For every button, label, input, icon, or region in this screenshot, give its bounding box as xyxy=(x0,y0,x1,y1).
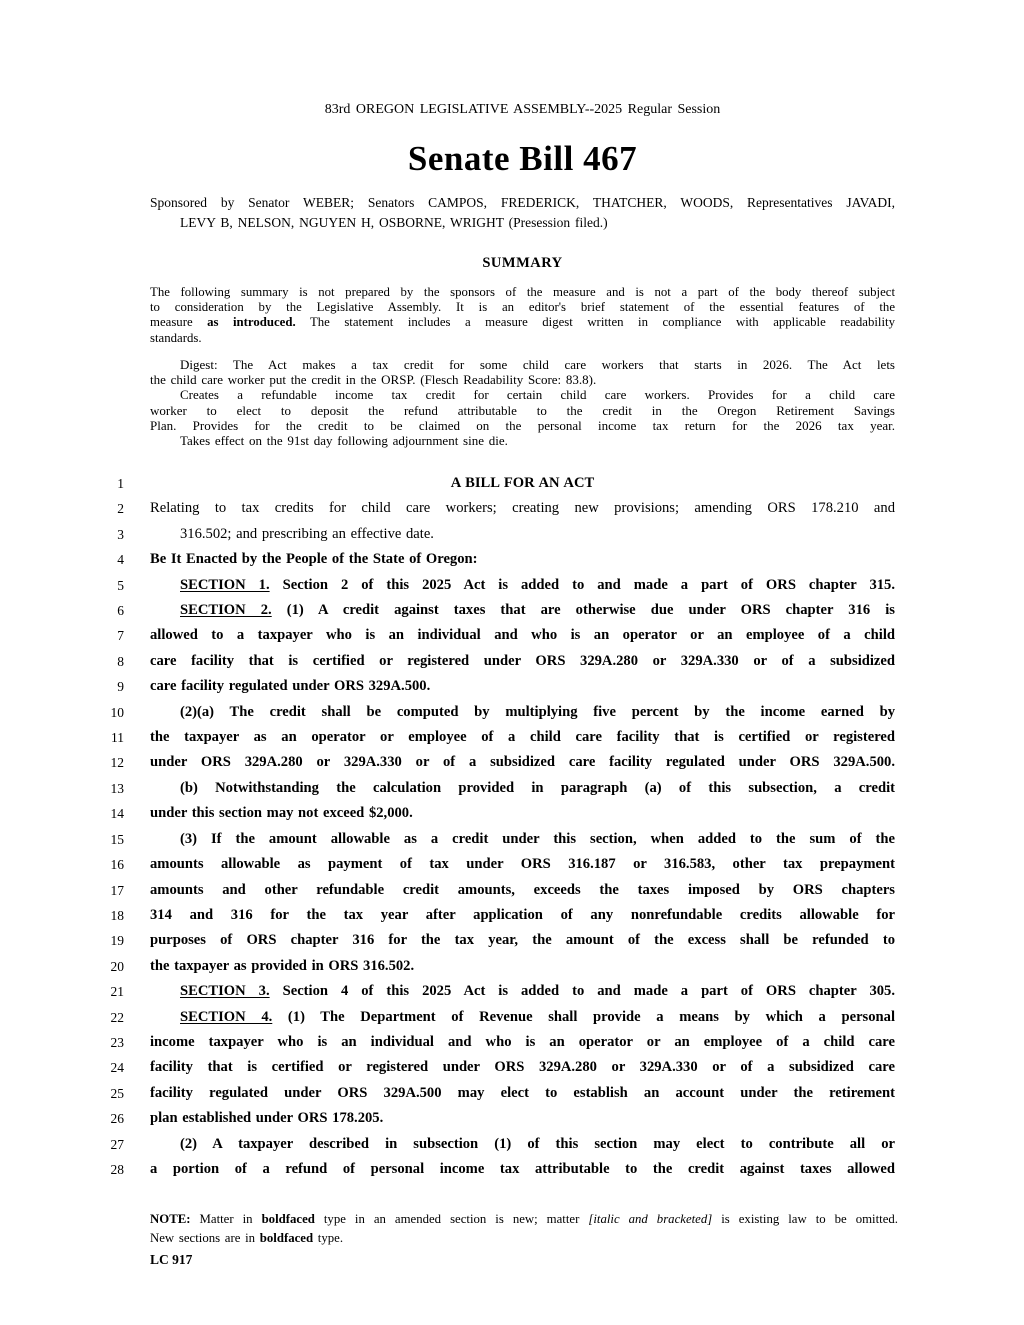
text-segment: type. xyxy=(313,1230,344,1245)
text-segment: the taxpayer as an operator or employee of a child care facility that is certified or registered xyxy=(150,729,895,746)
text-segment: Section 4 of this 2025 Act is added to and made a part of ORS chapter 305. xyxy=(269,983,895,1000)
bill-line xyxy=(0,928,1024,953)
text-segment: facility that is certified or registered under ORS 329A.280 or 329A.330 or of a subsidized care xyxy=(150,1059,895,1076)
text-segment: Relating to tax credits for child care workers; creating new provisions; amending ORS 178.210 and xyxy=(150,500,895,517)
bill-line xyxy=(0,801,1024,826)
summary-paragraph xyxy=(150,285,895,346)
text-segment: Plan. Provides for the credit to be claimed on the personal income tax return for the 2026 tax year. xyxy=(150,417,895,433)
line-text xyxy=(150,1030,895,1055)
note-line xyxy=(150,1210,898,1229)
line-number: 8 xyxy=(117,653,124,669)
line-number: 25 xyxy=(110,1085,124,1101)
line-number: 10 xyxy=(110,704,124,720)
line-text xyxy=(150,1055,895,1080)
text-segment: worker to elect to deposit the refund attributable to the credit in the Oregon Retirement Savings xyxy=(150,402,895,418)
line-number: 20 xyxy=(110,958,124,974)
digest-line xyxy=(150,372,895,387)
line-text xyxy=(150,776,895,801)
line-number: 13 xyxy=(110,780,124,796)
text-segment: The statement includes a measure digest written in compliance with applicable readability xyxy=(295,315,895,330)
bill-line xyxy=(0,878,1024,903)
summary-line xyxy=(150,331,895,346)
line-text xyxy=(150,649,895,674)
section-label: SECTION 1. xyxy=(180,576,270,593)
summary-heading: SUMMARY xyxy=(482,255,563,271)
text-segment: (2)(a) The credit shall be computed by multiplying five percent by the income earned by xyxy=(180,703,895,720)
text-segment: type in an amended section is new; matter xyxy=(314,1212,589,1226)
bill-line xyxy=(0,623,1024,648)
text-segment: Sponsored by Senator WEBER; Senators CAMPOS, FREDERICK, THATCHER, WOODS, Representatives JAVADI, xyxy=(150,195,895,210)
text-segment: care facility that is certified or registered under ORS 329A.280 or 329A.330 or of a subsidized xyxy=(150,652,895,669)
bill-body xyxy=(0,471,1024,1182)
line-number: 7 xyxy=(117,628,124,644)
bill-line xyxy=(0,979,1024,1004)
line-text xyxy=(150,954,895,979)
line-text xyxy=(150,623,895,648)
line-number: 24 xyxy=(110,1060,124,1076)
line-text xyxy=(150,1005,895,1030)
digest-line xyxy=(150,418,895,433)
line-text xyxy=(150,827,895,852)
text-segment: (1) The Department of Revenue shall provide a means by which a personal xyxy=(272,1008,895,1025)
text-segment: purposes of ORS chapter 316 for the tax year, the amount of the excess shall be refunded to xyxy=(150,932,895,949)
text-segment: Digest: The Act makes a tax credit for some child care workers that starts in 2026. The Act lets xyxy=(180,357,895,372)
note-line xyxy=(150,1229,898,1248)
line-text xyxy=(150,471,895,496)
line-number: 19 xyxy=(110,933,124,949)
digest-paragraph xyxy=(150,357,895,448)
bill-line xyxy=(0,1005,1024,1030)
text-segment: income taxpayer who is an individual and who is an operator or an employee of a child care xyxy=(150,1033,895,1050)
line-text xyxy=(150,674,895,699)
text-segment: New sections are in xyxy=(150,1230,260,1245)
line-text xyxy=(150,522,895,547)
sponsor-block xyxy=(150,193,895,233)
line-number: 14 xyxy=(110,806,124,822)
text-segment: 316.502; and prescribing an effective date. xyxy=(180,525,434,542)
bill-line xyxy=(0,1106,1024,1131)
lc-number: LC 917 xyxy=(150,1252,193,1267)
line-number: 11 xyxy=(111,730,124,746)
summary-line xyxy=(150,285,895,300)
line-number: 18 xyxy=(110,907,124,923)
text-segment: NOTE: xyxy=(150,1212,191,1226)
bill-line xyxy=(0,700,1024,725)
text-segment: (1) A credit against taxes that are otherwise due under ORS chapter 316 is xyxy=(271,602,895,619)
line-text xyxy=(150,1106,895,1131)
digest-line xyxy=(150,357,895,372)
line-number: 27 xyxy=(110,1136,124,1152)
digest-line xyxy=(150,387,895,402)
line-number: 22 xyxy=(110,1009,124,1025)
text-segment: as introduced. xyxy=(207,315,296,330)
line-number: 16 xyxy=(110,857,124,873)
text-segment: amounts and other refundable credit amounts, exceeds the taxes imposed by ORS chapters xyxy=(150,881,895,898)
sponsor-line xyxy=(150,213,895,233)
line-text xyxy=(150,1157,895,1182)
line-number: 1 xyxy=(117,476,124,491)
bill-title: Senate Bill 467 xyxy=(407,139,638,178)
text-segment: standards. xyxy=(150,330,202,345)
text-segment: Be It Enacted by the People of the State of Oregon: xyxy=(150,551,478,568)
bill-line xyxy=(0,903,1024,928)
line-number: 3 xyxy=(117,526,124,542)
bill-line xyxy=(0,674,1024,699)
text-segment: Section 2 of this 2025 Act is added to and made a part of ORS chapter 315. xyxy=(269,576,895,593)
text-segment: care facility regulated under ORS 329A.500. xyxy=(150,678,431,695)
text-segment: A BILL FOR AN ACT xyxy=(450,475,595,491)
line-text xyxy=(150,547,895,572)
bill-line xyxy=(0,750,1024,775)
bill-line xyxy=(0,827,1024,852)
text-segment: Matter in xyxy=(190,1212,262,1226)
bill-line xyxy=(0,1081,1024,1106)
text-segment: allowed to a taxpayer who is an individual and who is an operator or an employee of a child xyxy=(150,627,895,644)
bill-line xyxy=(0,496,1024,521)
sponsor-line xyxy=(150,193,895,213)
digest-line xyxy=(150,403,895,418)
line-text xyxy=(150,496,895,521)
line-number: 15 xyxy=(110,831,124,847)
text-segment: (2) A taxpayer described in subsection (1) of this section may elect to contribute all or xyxy=(180,1135,895,1152)
bill-line xyxy=(0,1055,1024,1080)
line-text xyxy=(150,979,895,1004)
bill-line xyxy=(0,471,1024,496)
text-segment: facility regulated under ORS 329A.500 may elect to establish an account under the retirement xyxy=(150,1084,895,1101)
summary-line xyxy=(150,315,895,330)
text-segment: LEVY B, NELSON, NGUYEN H, OSBORNE, WRIGHT (Presession filed.) xyxy=(180,215,608,230)
text-segment: The following summary is not prepared by the sponsors of the measure and is not a part of the body thereof subject xyxy=(150,285,895,299)
line-number: 4 xyxy=(117,552,124,568)
line-number: 6 xyxy=(117,603,124,619)
text-segment: [italic and bracketed] xyxy=(588,1212,713,1226)
bill-line xyxy=(0,573,1024,598)
section-label: SECTION 3. xyxy=(180,983,270,1000)
text-segment: is existing law to be omitted. xyxy=(712,1212,899,1226)
text-segment: (b) Notwithstanding the calculation provided in paragraph (a) of this subsection, a credit xyxy=(180,779,895,796)
line-number: 17 xyxy=(110,882,124,898)
text-segment: Takes effect on the 91st day following adjournment sine die. xyxy=(180,433,508,449)
line-text xyxy=(150,700,895,725)
text-segment: boldfaced xyxy=(261,1212,315,1226)
line-text xyxy=(150,852,895,877)
session-header: 83rd OREGON LEGISLATIVE ASSEMBLY--2025 Regular Session xyxy=(324,102,721,117)
text-segment: the taxpayer as provided in ORS 316.502. xyxy=(150,957,415,974)
text-segment: 314 and 316 for the tax year after application of any nonrefundable credits allowable for xyxy=(150,906,895,923)
text-segment: under this section may not exceed $2,000. xyxy=(150,805,413,822)
summary-line xyxy=(150,300,895,315)
footer-note xyxy=(150,1210,898,1247)
bill-line xyxy=(0,725,1024,750)
line-text xyxy=(150,878,895,903)
line-number: 28 xyxy=(110,1161,124,1177)
line-text xyxy=(150,725,895,750)
line-number: 26 xyxy=(110,1111,124,1127)
bill-line xyxy=(0,598,1024,623)
text-segment: (3) If the amount allowable as a credit under this section, when added to the sum of the xyxy=(180,830,895,847)
bill-line xyxy=(0,954,1024,979)
line-text xyxy=(150,1132,895,1157)
text-segment: to consideration by the Legislative Assembly. It is an editor's brief statement of the essential features of the xyxy=(150,300,895,315)
line-number: 2 xyxy=(117,501,124,517)
text-segment: the child care worker put the credit in the ORSP. (Flesch Readability Score: 83.8). xyxy=(150,372,597,388)
line-number: 21 xyxy=(110,984,124,1000)
text-segment: under ORS 329A.280 or 329A.330 or of a subsidized care facility regulated under ORS 329A.500. xyxy=(150,754,895,771)
section-label: SECTION 2. xyxy=(180,602,272,619)
text-segment: Creates a refundable income tax credit for certain child care workers. Provides for a child care xyxy=(180,387,895,403)
line-text xyxy=(150,1081,895,1106)
line-number: 9 xyxy=(117,679,124,695)
bill-line xyxy=(0,649,1024,674)
line-text xyxy=(150,598,895,623)
line-text xyxy=(150,928,895,953)
bill-line xyxy=(0,776,1024,801)
line-text xyxy=(150,750,895,775)
bill-line xyxy=(0,1157,1024,1182)
bill-line xyxy=(0,1030,1024,1055)
line-number: 12 xyxy=(110,755,124,771)
bill-line xyxy=(0,1132,1024,1157)
digest-line xyxy=(150,433,895,448)
text-segment: a portion of a refund of personal income tax attributable to the credit against taxes allowed xyxy=(150,1160,895,1177)
line-text xyxy=(150,573,895,598)
text-segment: measure xyxy=(150,315,208,330)
line-text xyxy=(150,801,895,826)
section-label: SECTION 4. xyxy=(180,1008,273,1025)
bill-line xyxy=(0,547,1024,572)
line-number: 5 xyxy=(117,577,124,593)
line-text xyxy=(150,903,895,928)
line-number: 23 xyxy=(110,1034,124,1050)
bill-line xyxy=(0,522,1024,547)
text-segment: boldfaced xyxy=(259,1230,314,1245)
bill-line xyxy=(0,852,1024,877)
text-segment: amounts allowable as payment of tax under ORS 316.187 or 316.583, other tax prepayment xyxy=(150,856,895,873)
text-segment: plan established under ORS 178.205. xyxy=(150,1110,384,1127)
